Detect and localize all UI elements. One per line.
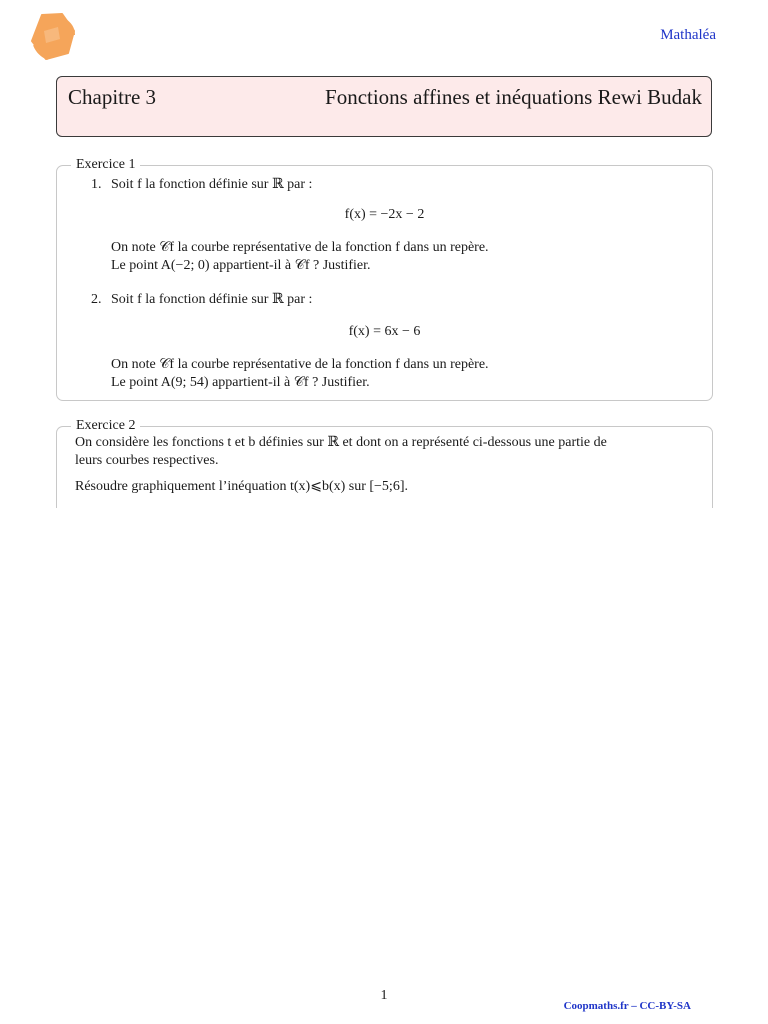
chapter-title: Fonctions affines et inéquations Rewi Budak: [325, 85, 702, 109]
exercise-2: [56, 418, 713, 508]
chapter-header: [56, 76, 712, 137]
question-2-question: Le point A(9; 54) appartient-il à 𝒞f ? Justifier.: [111, 375, 370, 390]
question-2-formula: f(x) = 6x − 6: [348, 324, 421, 339]
question-1-number: 1.: [91, 177, 102, 192]
page-number: 1: [380, 988, 388, 1003]
exercise-2-title: Exercice 2: [71, 417, 140, 435]
exercise-2-statement-line-2: leurs courbes respectives.: [75, 453, 219, 468]
brand-label: Mathaléa: [660, 27, 716, 43]
chapter-label: Chapitre 3: [68, 85, 157, 109]
question-2-note: On note 𝒞f la courbe représentative de la fonction f dans un repère.: [111, 357, 489, 372]
question-1-formula: f(x) = −2x − 2: [344, 207, 425, 222]
question-1-note: On note 𝒞f la courbe représentative de la fonction f dans un repère.: [111, 240, 489, 255]
question-2-number: 2.: [91, 292, 102, 307]
exercise-1: [56, 157, 713, 401]
question-2-intro: Soit f la fonction définie sur ℝ par :: [111, 292, 313, 307]
question-1-question: Le point A(−2; 0) appartient-il à 𝒞f ? Justifier.: [111, 258, 371, 273]
exercise-1-title: Exercice 1: [71, 156, 140, 174]
question-1-intro: Soit f la fonction définie sur ℝ par :: [111, 177, 313, 192]
exercise-2-statement-line-1: On considère les fonctions t et b définies sur ℝ et dont on a représenté ci-dessous une partie de: [75, 435, 607, 450]
exercise-2-task: Résoudre graphiquement l’inéquation t(x)⩽b(x) sur [−5;6].: [75, 479, 408, 494]
footer-credit: Coopmaths.fr – CC-BY-SA: [563, 1000, 691, 1012]
mathalea-logo-icon: [24, 9, 80, 65]
